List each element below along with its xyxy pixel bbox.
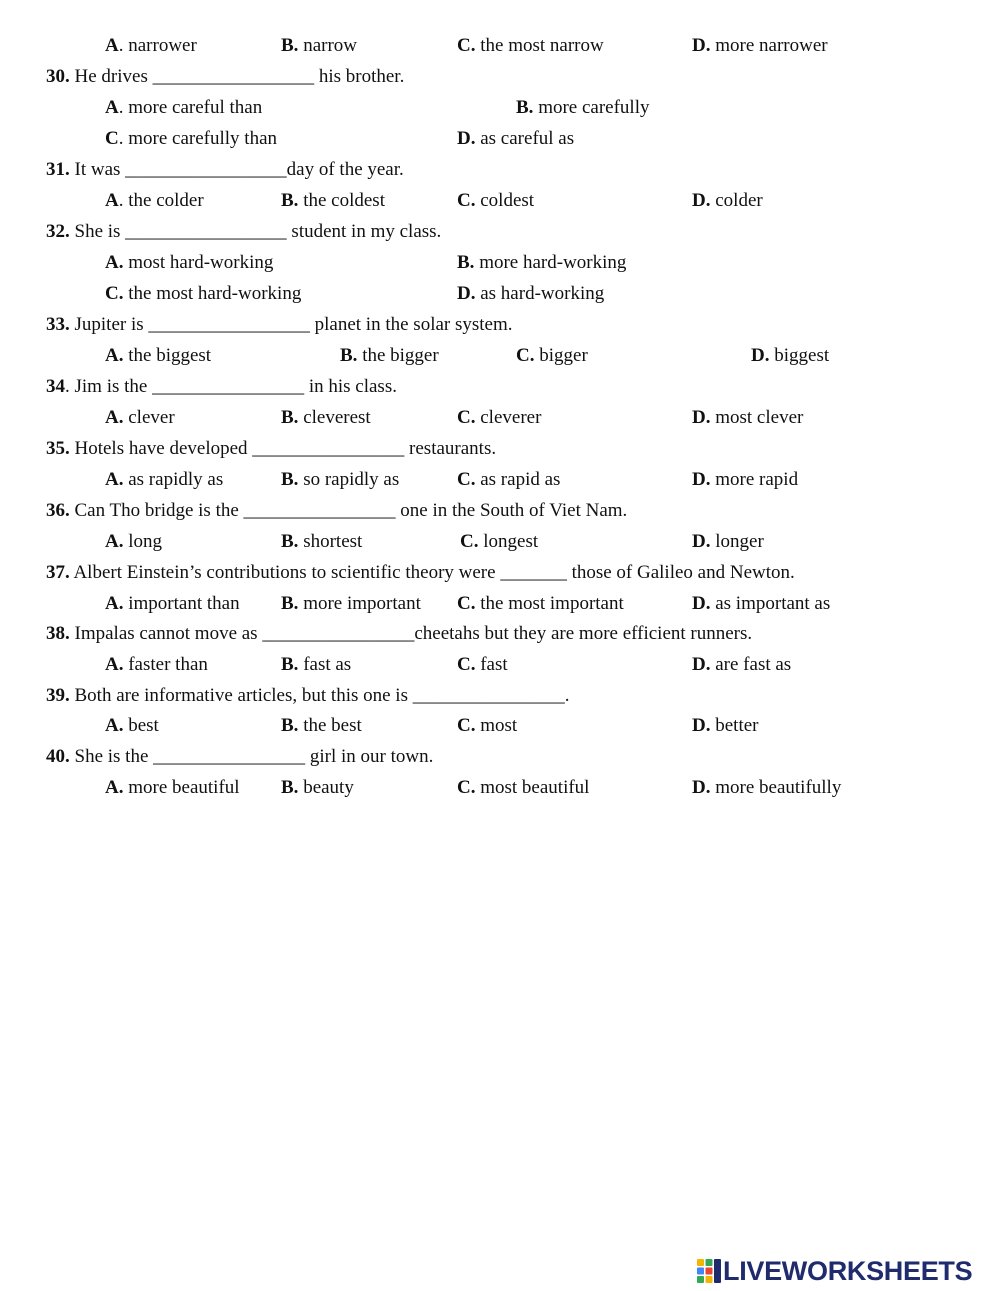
options-row <box>0 126 1000 152</box>
question-number: 38. <box>46 623 70 644</box>
question-40 <box>0 744 1000 770</box>
question-text: . Jim is the ________________ in his class. <box>65 376 397 397</box>
option-letter: A. <box>105 252 124 273</box>
option-letter: D. <box>457 128 476 149</box>
option-text: longest <box>478 531 539 552</box>
option-letter: C. <box>457 777 476 798</box>
option-letter: A. <box>105 345 124 366</box>
question-text: Hotels have developed ________________ restaurants. <box>69 438 497 459</box>
option-text: the colder <box>123 190 204 211</box>
option-letter: C. <box>457 715 476 736</box>
question-number: 31. <box>46 159 70 180</box>
option-letter: D. <box>692 654 711 675</box>
option-letter: B. <box>281 190 299 211</box>
option-letter: B. <box>340 345 358 366</box>
question-34 <box>0 374 1000 400</box>
option-text: are fast as <box>710 654 792 675</box>
question-33 <box>0 312 1000 338</box>
option-text: better <box>710 715 759 736</box>
question-number: 40. <box>46 746 70 767</box>
option-letter: C. <box>457 35 476 56</box>
option-letter: D. <box>692 35 711 56</box>
option-text: cleverer <box>475 407 542 428</box>
option-a <box>105 343 211 369</box>
option-c <box>105 281 301 307</box>
option-letter: A. <box>105 654 124 675</box>
question-stem <box>46 312 513 338</box>
option-d <box>692 713 759 739</box>
options-row <box>0 188 1000 214</box>
option-a <box>105 713 159 739</box>
question-32 <box>0 219 1000 245</box>
question-stem <box>46 436 496 462</box>
option-c <box>457 775 589 801</box>
option-letter: B. <box>281 593 299 614</box>
lead-options-row <box>0 33 1000 59</box>
option-text: fast <box>475 654 508 675</box>
option-c <box>457 713 517 739</box>
option-text: more hard-working <box>474 252 627 273</box>
question-30 <box>0 64 1000 90</box>
question-text: Can Tho bridge is the ________________ one in the South of Viet Nam. <box>69 500 628 521</box>
options-row <box>0 591 1000 617</box>
question-39 <box>0 683 1000 709</box>
option-b <box>457 250 626 276</box>
option-letter: D. <box>692 190 711 211</box>
option-text: the most narrow <box>475 35 604 56</box>
option-text: more beautiful <box>123 777 240 798</box>
option-letter: D. <box>692 407 711 428</box>
option-text: as rapid as <box>475 469 561 490</box>
option-text: most hard-working <box>123 252 274 273</box>
option-text: as important as <box>710 593 831 614</box>
question-text: Albert Einstein’s contributions to scientific theory were _______ those of Galileo and Newton. <box>69 562 795 583</box>
option-text: clever <box>123 407 175 428</box>
option-c <box>457 405 541 431</box>
option-letter: A <box>105 190 119 211</box>
question-36 <box>0 498 1000 524</box>
option-c <box>457 467 560 493</box>
option-letter: B. <box>457 252 475 273</box>
question-number: 36. <box>46 500 70 521</box>
question-stem <box>46 374 397 400</box>
option-c <box>457 591 624 617</box>
option-letter: B. <box>281 654 299 675</box>
option-text: colder <box>710 190 763 211</box>
option-letter: C <box>105 128 119 149</box>
option-text: as hard-working <box>475 283 605 304</box>
question-text: Jupiter is _________________ planet in the solar system. <box>69 314 513 335</box>
option-letter: C. <box>457 654 476 675</box>
options-row <box>0 95 1000 121</box>
option-text: more narrower <box>710 35 828 56</box>
option-letter: A. <box>105 715 124 736</box>
options-row <box>0 250 1000 276</box>
question-stem <box>46 683 569 709</box>
option-text: the most hard-working <box>123 283 302 304</box>
option-d <box>692 529 764 555</box>
option-b <box>281 188 385 214</box>
question-35 <box>0 436 1000 462</box>
option-text: more rapid <box>710 469 799 490</box>
option-d <box>692 775 841 801</box>
option-text: narrow <box>298 35 357 56</box>
options-row <box>0 405 1000 431</box>
question-text: It was _________________day of the year. <box>69 159 404 180</box>
option-text: more careful than <box>123 97 263 118</box>
option-sep: . <box>118 97 124 118</box>
option-text: the biggest <box>123 345 212 366</box>
options-row <box>0 343 1000 369</box>
option-text: more important <box>298 593 421 614</box>
option-text: more carefully than <box>123 128 277 149</box>
question-stem <box>46 621 752 647</box>
option-d <box>692 405 803 431</box>
options-row <box>0 775 1000 801</box>
option-b <box>281 652 351 678</box>
option-letter: C. <box>516 345 535 366</box>
option-text: best <box>123 715 159 736</box>
option-letter: C. <box>457 190 476 211</box>
option-a <box>105 33 197 59</box>
question-stem <box>46 64 404 90</box>
options-row <box>0 529 1000 555</box>
option-text: important than <box>123 593 240 614</box>
option-text: beauty <box>298 777 354 798</box>
option-letter: C. <box>105 283 124 304</box>
option-text: as careful as <box>475 128 575 149</box>
option-c <box>105 126 277 152</box>
option-letter: A <box>105 35 119 56</box>
option-sep: . <box>118 128 124 149</box>
option-text: coldest <box>475 190 535 211</box>
option-letter: D. <box>457 283 476 304</box>
option-letter: B. <box>281 469 299 490</box>
question-stem <box>46 744 433 770</box>
option-d <box>457 281 604 307</box>
option-letter: A. <box>105 593 124 614</box>
option-b <box>281 405 371 431</box>
question-38 <box>0 621 1000 647</box>
option-letter: D. <box>692 469 711 490</box>
option-b <box>516 95 650 121</box>
question-number: 32. <box>46 221 70 242</box>
option-d <box>692 652 791 678</box>
liveworksheets-branding[interactable] <box>697 1255 972 1287</box>
option-letter: D. <box>692 777 711 798</box>
option-letter: B. <box>281 407 299 428</box>
option-letter: D. <box>751 345 770 366</box>
option-a <box>105 250 273 276</box>
option-b <box>281 591 421 617</box>
option-letter: A. <box>105 469 124 490</box>
option-b <box>281 775 354 801</box>
option-a <box>105 775 240 801</box>
question-text: Both are informative articles, but this one is ________________. <box>69 685 570 706</box>
option-letter: A <box>105 97 119 118</box>
option-d <box>457 126 574 152</box>
liveworksheets-logo-icon <box>697 1259 721 1283</box>
option-letter: D. <box>692 593 711 614</box>
options-row <box>0 652 1000 678</box>
liveworksheets-wordmark: LIVEWORKSHEETS <box>723 1255 973 1286</box>
question-stem <box>46 157 404 183</box>
option-text: most clever <box>710 407 804 428</box>
option-text: long <box>123 531 163 552</box>
option-b <box>340 343 439 369</box>
option-c <box>516 343 588 369</box>
option-letter: C. <box>457 593 476 614</box>
option-letter: C. <box>460 531 479 552</box>
option-d <box>692 188 763 214</box>
question-number: 33. <box>46 314 70 335</box>
option-text: most beautiful <box>475 777 590 798</box>
option-a <box>105 652 208 678</box>
options-row <box>0 467 1000 493</box>
option-a <box>105 591 240 617</box>
option-text: the best <box>298 715 362 736</box>
option-text: longer <box>710 531 764 552</box>
option-c <box>457 188 534 214</box>
option-text: as rapidly as <box>123 469 224 490</box>
option-letter: D. <box>692 715 711 736</box>
option-text: bigger <box>534 345 588 366</box>
question-number: 39. <box>46 685 70 706</box>
question-text: She is the ________________ girl in our town. <box>69 746 434 767</box>
question-text: She is _________________ student in my class. <box>69 221 442 242</box>
option-c <box>457 652 508 678</box>
option-text: more carefully <box>533 97 650 118</box>
option-b <box>281 467 399 493</box>
option-letter: B. <box>281 531 299 552</box>
question-number: 30. <box>46 66 70 87</box>
option-text: biggest <box>769 345 830 366</box>
option-text: more beautifully <box>710 777 842 798</box>
question-number: 37. <box>46 562 70 583</box>
option-text: the most important <box>475 593 624 614</box>
option-letter: C. <box>457 469 476 490</box>
option-text: the bigger <box>357 345 439 366</box>
option-letter: B. <box>281 777 299 798</box>
option-a <box>105 467 223 493</box>
option-letter: A. <box>105 531 124 552</box>
option-a <box>105 405 175 431</box>
option-letter: B. <box>281 715 299 736</box>
option-c <box>460 529 538 555</box>
option-d <box>692 33 828 59</box>
option-b <box>281 529 362 555</box>
question-37 <box>0 560 1000 586</box>
option-text: faster than <box>123 654 208 675</box>
question-stem <box>46 560 795 586</box>
options-row <box>0 713 1000 739</box>
option-letter: A. <box>105 407 124 428</box>
option-letter: B. <box>516 97 534 118</box>
option-d <box>692 591 830 617</box>
option-text: most <box>475 715 518 736</box>
option-b <box>281 33 357 59</box>
option-text: the coldest <box>298 190 385 211</box>
option-d <box>692 467 798 493</box>
option-a <box>105 529 162 555</box>
question-stem <box>46 219 441 245</box>
option-a <box>105 95 262 121</box>
option-letter: C. <box>457 407 476 428</box>
option-sep: . <box>118 190 124 211</box>
option-d <box>751 343 829 369</box>
question-31 <box>0 157 1000 183</box>
options-row <box>0 281 1000 307</box>
question-number: 34 <box>46 376 65 397</box>
question-number: 35. <box>46 438 70 459</box>
question-text: Impalas cannot move as ________________cheetahs but they are more efficient runners. <box>69 623 753 644</box>
option-letter: D. <box>692 531 711 552</box>
option-c <box>457 33 604 59</box>
option-text: fast as <box>298 654 352 675</box>
question-text: He drives _________________ his brother. <box>69 66 405 87</box>
option-text: narrower <box>123 35 197 56</box>
question-stem <box>46 498 627 524</box>
option-b <box>281 713 362 739</box>
option-sep: . <box>118 35 124 56</box>
option-text: shortest <box>298 531 363 552</box>
option-a <box>105 188 204 214</box>
option-letter: B. <box>281 35 299 56</box>
option-letter: A. <box>105 777 124 798</box>
option-text: so rapidly as <box>298 469 400 490</box>
option-text: cleverest <box>298 407 371 428</box>
